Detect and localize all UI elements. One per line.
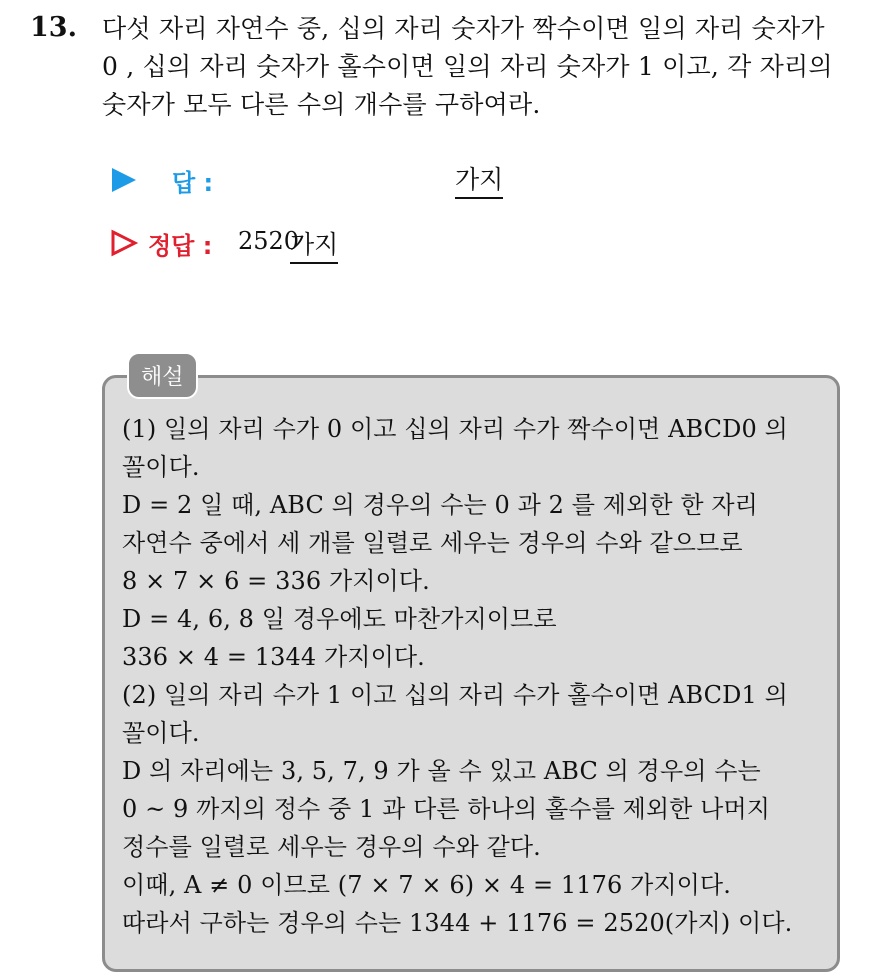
correct-answer-row (110, 223, 810, 263)
explanation-line: (2) 일의 자리 수가 1 이고 십의 자리 수가 홀수이면 ABCD1 의 (122, 681, 788, 709)
explanation-line: 자연수 중에서 세 개를 일렬로 세우는 경우의 수와 같으므로 (122, 529, 743, 557)
outline-play-icon (110, 229, 138, 257)
explanation-line: (1) 일의 자리 수가 0 이고 십의 자리 수가 짝수이면 ABCD0 의 (122, 415, 788, 443)
correct-answer-value: 2520 (238, 227, 300, 255)
explanation-line: 336 × 4 = 1344 가지이다. (122, 643, 425, 671)
explanation-line: 따라서 구하는 경우의 수는 1344 + 1176 = 2520(가지) 이다. (122, 909, 793, 937)
question-line: 0 , 십의 자리 숫자가 홀수이면 일의 자리 숫자가 1 이고, 각 자리의 (102, 52, 833, 81)
explanation-line: 0 ~ 9 까지의 정수 중 1 과 다른 하나의 홀수를 제외한 나머지 (122, 795, 771, 823)
explanation-line: 꼴이다. (122, 719, 200, 747)
answer-row (110, 160, 810, 200)
explanation-text (122, 410, 834, 942)
question-number: 13. (30, 12, 77, 43)
explanation-line: 8 × 7 × 6 = 336 가지이다. (122, 567, 430, 595)
play-icon (112, 168, 136, 192)
answer-unit: 가지 (455, 160, 503, 199)
explanation-line: 꼴이다. (122, 453, 200, 481)
explanation-line: D = 2 일 때, ABC 의 경우의 수는 0 과 2 를 제외한 한 자리 (122, 491, 758, 519)
explanation-line: D = 4, 6, 8 일 경우에도 마찬가지이므로 (122, 605, 557, 633)
question-text (102, 10, 872, 124)
explanation-line: 이때, A ≠ 0 이므로 (7 × 7 × 6) × 4 = 1176 가지이다. (122, 871, 731, 899)
question-line: 숫자가 모두 다른 수의 개수를 구하여라. (102, 90, 541, 119)
question-line: 다섯 자리 자연수 중, 십의 자리 숫자가 짝수이면 일의 자리 숫자가 (102, 14, 825, 43)
explanation-line: D 의 자리에는 3, 5, 7, 9 가 올 수 있고 ABC 의 경우의 수는 (122, 757, 761, 785)
explanation-line: 정수를 일렬로 세우는 경우의 수와 같다. (122, 833, 541, 861)
correct-answer-unit: 가지 (290, 225, 338, 264)
answer-label: 답 : (172, 169, 214, 197)
explanation-tag: 해설 (127, 352, 198, 399)
correct-answer-label: 정답 : (148, 232, 213, 260)
